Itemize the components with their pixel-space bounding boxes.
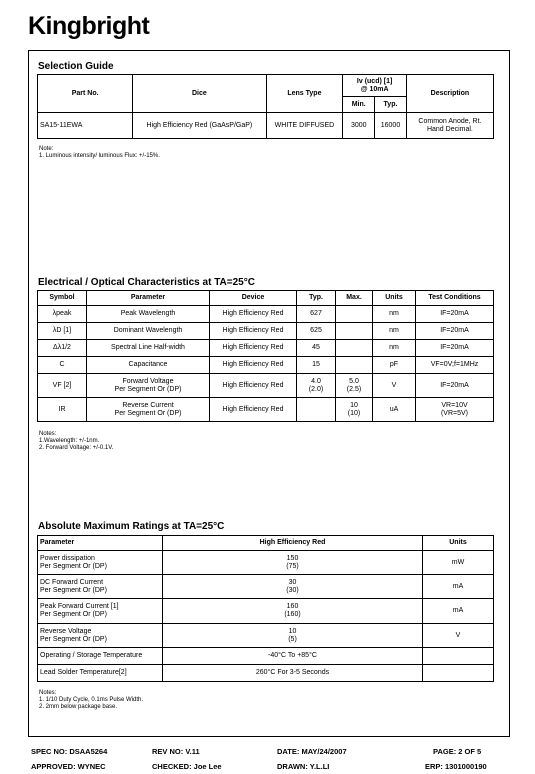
header-units: Units bbox=[423, 536, 494, 551]
cell-typ: 4.0 (2.0) bbox=[297, 374, 336, 398]
table-row bbox=[38, 665, 494, 682]
cell-conditions: IF=20mA bbox=[416, 306, 494, 323]
cell-units: nm bbox=[373, 323, 416, 340]
cell-conditions: IF=20mA bbox=[416, 323, 494, 340]
cell-typ: 627 bbox=[297, 306, 336, 323]
header-symbol: Symbol bbox=[38, 291, 87, 306]
footer-checked: CHECKED: Joe Lee bbox=[152, 762, 222, 771]
cell-device: High Efficiency Red bbox=[210, 374, 297, 398]
cell-device: High Efficiency Red bbox=[210, 323, 297, 340]
cell-units bbox=[423, 665, 494, 682]
cell-typ: 15 bbox=[297, 357, 336, 374]
absolute-ratings-table bbox=[37, 535, 494, 682]
cell-device: High Efficiency Red bbox=[210, 340, 297, 357]
header-description: Description bbox=[406, 75, 493, 113]
header-units: Units bbox=[373, 291, 416, 306]
cell-device: High Efficiency Red bbox=[210, 357, 297, 374]
cell-parameter: Reverse Current Per Segment Or (DP) bbox=[87, 398, 210, 422]
header-device: Device bbox=[210, 291, 297, 306]
cell-parameter: Peak Wavelength bbox=[87, 306, 210, 323]
cell-device: High Efficiency Red bbox=[210, 306, 297, 323]
cell-parameter: Peak Forward Current [1] Per Segment Or (DP) bbox=[38, 599, 163, 624]
selection-guide-title: Selection Guide bbox=[38, 61, 114, 72]
cell-parameter: Forward Voltage Per Segment Or (DP) bbox=[87, 374, 210, 398]
cell-symbol: VF [2] bbox=[38, 374, 87, 398]
header-test-conditions: Test Conditions bbox=[416, 291, 494, 306]
cell-description: Common Anode, Rt. Hand Decimal. bbox=[406, 113, 493, 139]
table-row bbox=[38, 575, 494, 599]
cell-parameter: Capacitance bbox=[87, 357, 210, 374]
selection-guide-table bbox=[37, 74, 494, 139]
cell-symbol: IR bbox=[38, 398, 87, 422]
cell-value: 260°C For 3-5 Seconds bbox=[163, 665, 423, 682]
cell-value: 150 (75) bbox=[163, 551, 423, 575]
cell-max bbox=[336, 306, 373, 323]
header-iv: Iv (ucd) [1] @ 10mA bbox=[343, 75, 407, 97]
cell-parameter: Operating / Storage Temperature bbox=[38, 648, 163, 665]
cell-max: 5.0 (2.5) bbox=[336, 374, 373, 398]
footer-spec-no: SPEC NO: DSAA5264 bbox=[31, 747, 108, 756]
footer-page: PAGE: 2 OF 5 bbox=[433, 747, 482, 756]
table-row bbox=[38, 306, 494, 323]
cell-conditions: VF=0V;f=1MHz bbox=[416, 357, 494, 374]
table-row bbox=[38, 398, 494, 422]
brand-logo: Kingbright bbox=[28, 12, 150, 40]
cell-symbol: λD [1] bbox=[38, 323, 87, 340]
cell-max bbox=[336, 323, 373, 340]
cell-units bbox=[423, 648, 494, 665]
footer-date: DATE: MAY/24/2007 bbox=[277, 747, 347, 756]
cell-value: -40°C To +85°C bbox=[163, 648, 423, 665]
cell-dice: High Efficiency Red (GaAsP/GaP) bbox=[133, 113, 266, 139]
cell-part-no: SA15-11EWA bbox=[38, 113, 133, 139]
cell-typ: 625 bbox=[297, 323, 336, 340]
cell-value: 10 (5) bbox=[163, 624, 423, 648]
cell-units: V bbox=[423, 624, 494, 648]
electrical-notes: Notes: 1.Wavelength: +/-1nm. 2. Forward Voltage: +/-0.1V. bbox=[39, 431, 114, 451]
selection-notes: Note: 1. Luminous intensity/ luminous Flux: +/-15%. bbox=[39, 146, 160, 159]
cell-conditions: IF=20mA bbox=[416, 340, 494, 357]
header-typ: Typ. bbox=[297, 291, 336, 306]
cell-units: nm bbox=[373, 340, 416, 357]
table-row bbox=[38, 357, 494, 374]
absolute-ratings-title: Absolute Maximum Ratings at TA=25°C bbox=[38, 521, 225, 532]
cell-symbol: Δλ1/2 bbox=[38, 340, 87, 357]
table-row bbox=[38, 624, 494, 648]
header-max: Max. bbox=[336, 291, 373, 306]
table-row bbox=[38, 374, 494, 398]
cell-units: pF bbox=[373, 357, 416, 374]
cell-parameter: Power dissipation Per Segment Or (DP) bbox=[38, 551, 163, 575]
table-row bbox=[38, 323, 494, 340]
electrical-title: Electrical / Optical Characteristics at TA=25°C bbox=[38, 277, 255, 288]
footer-approved: APPROVED: WYNEC bbox=[31, 762, 106, 771]
header-typ: Typ. bbox=[375, 97, 407, 113]
cell-value: 160 (160) bbox=[163, 599, 423, 624]
cell-units: mA bbox=[423, 599, 494, 624]
cell-max bbox=[336, 357, 373, 374]
header-parameter: Parameter bbox=[87, 291, 210, 306]
header-dice: Dice bbox=[133, 75, 266, 113]
header-parameter: Parameter bbox=[38, 536, 163, 551]
cell-parameter: Spectral Line Half-width bbox=[87, 340, 210, 357]
cell-parameter: Dominant Wavelength bbox=[87, 323, 210, 340]
cell-units: mA bbox=[423, 575, 494, 599]
cell-typ bbox=[297, 398, 336, 422]
cell-parameter: DC Forward Current Per Segment Or (DP) bbox=[38, 575, 163, 599]
cell-value: 30 (30) bbox=[163, 575, 423, 599]
cell-parameter: Reverse Voltage Per Segment Or (DP) bbox=[38, 624, 163, 648]
cell-max bbox=[336, 340, 373, 357]
cell-conditions: VR=10V (VR=5V) bbox=[416, 398, 494, 422]
header-part-no: Part No. bbox=[38, 75, 133, 113]
cell-max: 10 (10) bbox=[336, 398, 373, 422]
footer-rev-no: REV NO: V.11 bbox=[152, 747, 200, 756]
absolute-notes: Notes: 1. 1/10 Duty Cycle, 0.1ms Pulse Width. 2. 2mm below package base. bbox=[39, 690, 144, 710]
cell-typ: 16000 bbox=[375, 113, 407, 139]
table-row bbox=[38, 340, 494, 357]
cell-conditions: IF=20mA bbox=[416, 374, 494, 398]
footer-drawn: DRAWN: Y.L.LI bbox=[277, 762, 330, 771]
cell-typ: 45 bbox=[297, 340, 336, 357]
cell-symbol: C bbox=[38, 357, 87, 374]
cell-symbol: λpeak bbox=[38, 306, 87, 323]
footer-erp: ERP: 1301000190 bbox=[425, 762, 487, 771]
cell-units: uA bbox=[373, 398, 416, 422]
table-row bbox=[38, 551, 494, 575]
cell-units: V bbox=[373, 374, 416, 398]
header-lens-type: Lens Type bbox=[266, 75, 343, 113]
cell-min: 3000 bbox=[343, 113, 375, 139]
header-min: Min. bbox=[343, 97, 375, 113]
table-row bbox=[38, 648, 494, 665]
electrical-table bbox=[37, 290, 494, 422]
table-row bbox=[38, 599, 494, 624]
cell-lens: WHITE DIFFUSED bbox=[266, 113, 343, 139]
table-row bbox=[38, 113, 494, 139]
cell-parameter: Lead Solder Temperature[2] bbox=[38, 665, 163, 682]
cell-units: mW bbox=[423, 551, 494, 575]
cell-units: nm bbox=[373, 306, 416, 323]
header-device: High Efficiency Red bbox=[163, 536, 423, 551]
cell-device: High Efficiency Red bbox=[210, 398, 297, 422]
